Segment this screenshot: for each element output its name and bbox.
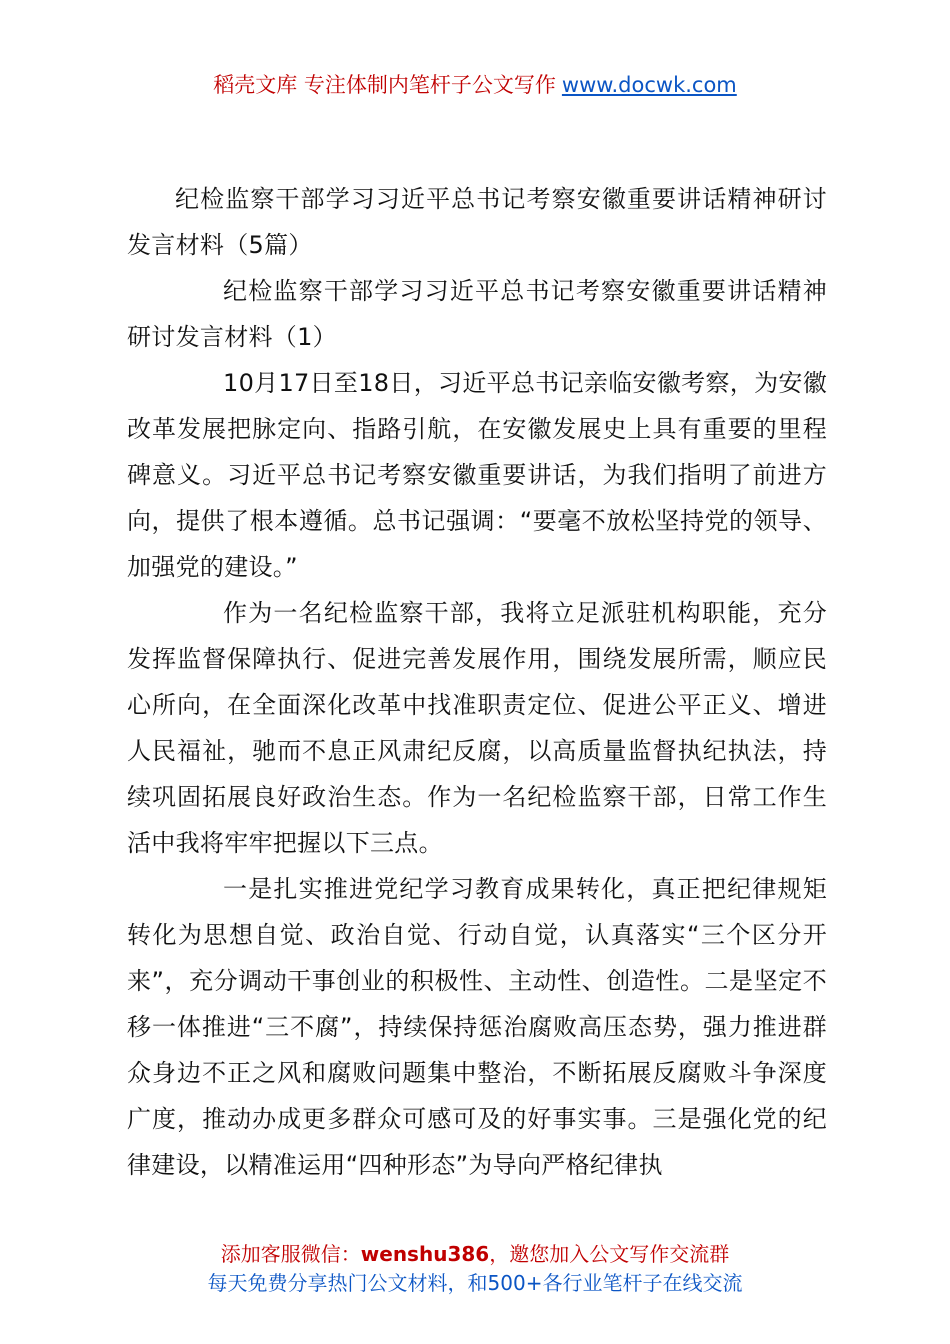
page-header <box>0 70 950 100</box>
body-paragraph-3: 一是扎实推进党纪学习教育成果转化，真正把纪律规矩转化为思想自觉、政治自觉、行动自觉，认真落实“三个区分开来”，充分调动干事创业的积极性、主动性、创造性。二是坚定不移一体推进“三不腐”，持续保持惩治腐败高压态势，强力推进群众身边不正之风和腐败问题集中整治，不断拓展反腐败斗争深度广度，推动办成更多群众可感可及的好事实事。三是强化党的纪律建设，以精准运用“四种形态”为导向严格纪律执 <box>127 875 827 1179</box>
header-url-link[interactable]: www.docwk.com <box>561 73 737 97</box>
body-paragraph-1: 10月17日至18日，习近平总书记亲临安徽考察，为安徽改革发展把脉定向、指路引航，在安徽发展史上具有重要的里程碑意义。习近平总书记考察安徽重要讲话，为我们指明了前进方向，提供了根本遵循。总书记强调：“要毫不放松坚持党的领导、加强党的建设。” <box>127 369 827 581</box>
document-sub-title: 纪检监察干部学习习近平总书记考察安徽重要讲话精神研讨发言材料（1） <box>127 277 827 351</box>
header-brand: 稻壳文库 专注体制内笔杆子公文写作 <box>213 73 556 97</box>
page-footer <box>0 1240 950 1298</box>
body-paragraph-2: 作为一名纪检监察干部，我将立足派驻机构职能，充分发挥监督保障执行、促进完善发展作用，围绕发展所需，顺应民心所向，在全面深化改革中找准职责定位、促进公平正义、增进人民福祉，驰而不息正风肃纪反腐，以高质量监督执纪执法，持续巩固拓展良好政治生态。作为一名纪检监察干部，日常工作生活中我将牢牢把握以下三点。 <box>127 599 827 857</box>
footer-share-line: 每天免费分享热门公文材料，和500+各行业笔杆子在线交流 <box>207 1271 743 1295</box>
document-body <box>127 176 827 1188</box>
footer-wechat-prefix: 添加客服微信： <box>220 1242 361 1266</box>
footer-wechat-line <box>0 1240 950 1269</box>
document-main-title: 纪检监察干部学习习近平总书记考察安徽重要讲话精神研讨发言材料（5篇） <box>127 185 827 259</box>
footer-wechat-id: wenshu386 <box>360 1242 490 1266</box>
footer-wechat-suffix: ，邀您加入公文写作交流群 <box>489 1242 730 1266</box>
